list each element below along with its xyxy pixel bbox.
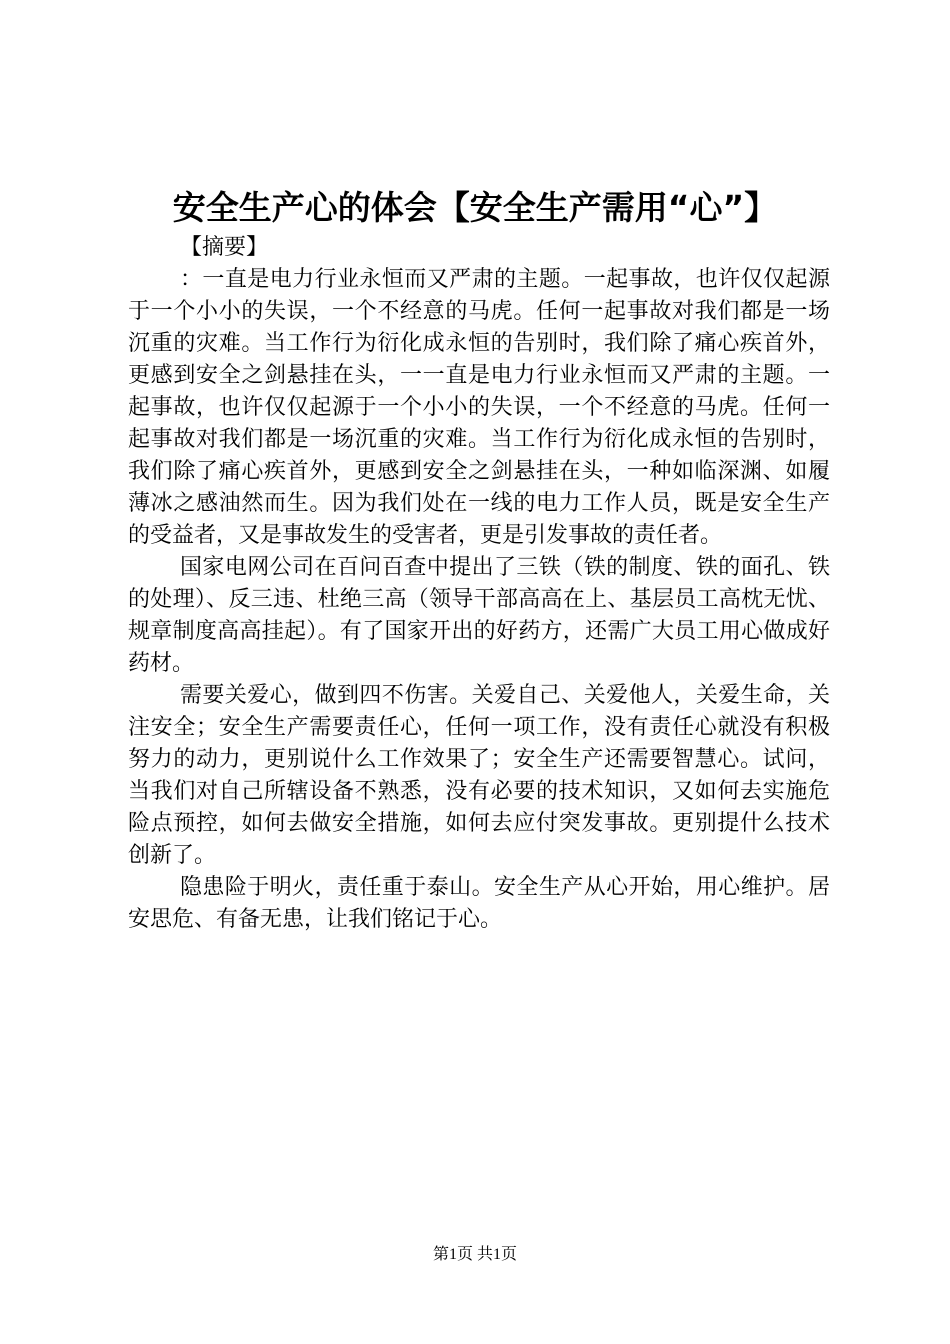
page-footer: 第1页 共1页 bbox=[432, 1246, 517, 1263]
paragraph-2: 国家电网公司在百问百查中提出了三铁（铁的制度、铁的面孔、铁的处理）、反三违、杜绝三高（领导干部高高在上、基层员工高枕无忧、规章制度高高挂起）。有了国家开出的好药方，还需广大员工用心做成好药材。 bbox=[128, 555, 830, 676]
abstract-label: 【摘要】 bbox=[180, 235, 269, 260]
paragraph-3: 需要关爱心，做到四不伤害。关爱自己、关爱他人，关爱生命，关注安全；安全生产需要责任心，任何一项工作，没有责任心就没有积极努力的动力，更别说什么工作效果了；安全生产还需要智慧心。试问，当我们对自己所辖设备不熟悉，没有必要的技术知识，又如何去实施危险点预控，如何去做安全措施，如何去应付突发事故。更别提什么技术创新了。 bbox=[128, 683, 830, 868]
paragraph-4: 隐患险于明火，责任重于泰山。安全生产从心开始，用心维护。居安思危、有备无患，让我们铭记于心。 bbox=[128, 875, 830, 932]
paragraph-1: ：一直是电力行业永恒而又严肃的主题。一起事故，也许仅仅起源于一个小小的失误，一个不经意的马虎。任何一起事故对我们都是一场沉重的灾难。当工作行为衍化成永恒的告别时，我们除了痛心疾首外，更感到安全之剑悬挂在头，一一直是电力行业永恒而又严肃的主题。一起事故，也许仅仅起源于一个小小的失误，一个不经意的马虎。任何一起事故对我们都是一场沉重的灾难。当工作行为衍化成永恒的告别时，我们除了痛心疾首外，更感到安全之剑悬挂在头，一种如临深渊、如履薄冰之感油然而生。因为我们处在一线的电力工作人员，既是安全生产的受益者，又是事故发生的受害者，更是引发事故的责任者。 bbox=[128, 267, 830, 548]
document-title: 安全生产心的体会【安全生产需用“心”】 bbox=[172, 188, 778, 227]
document-body bbox=[128, 232, 830, 936]
